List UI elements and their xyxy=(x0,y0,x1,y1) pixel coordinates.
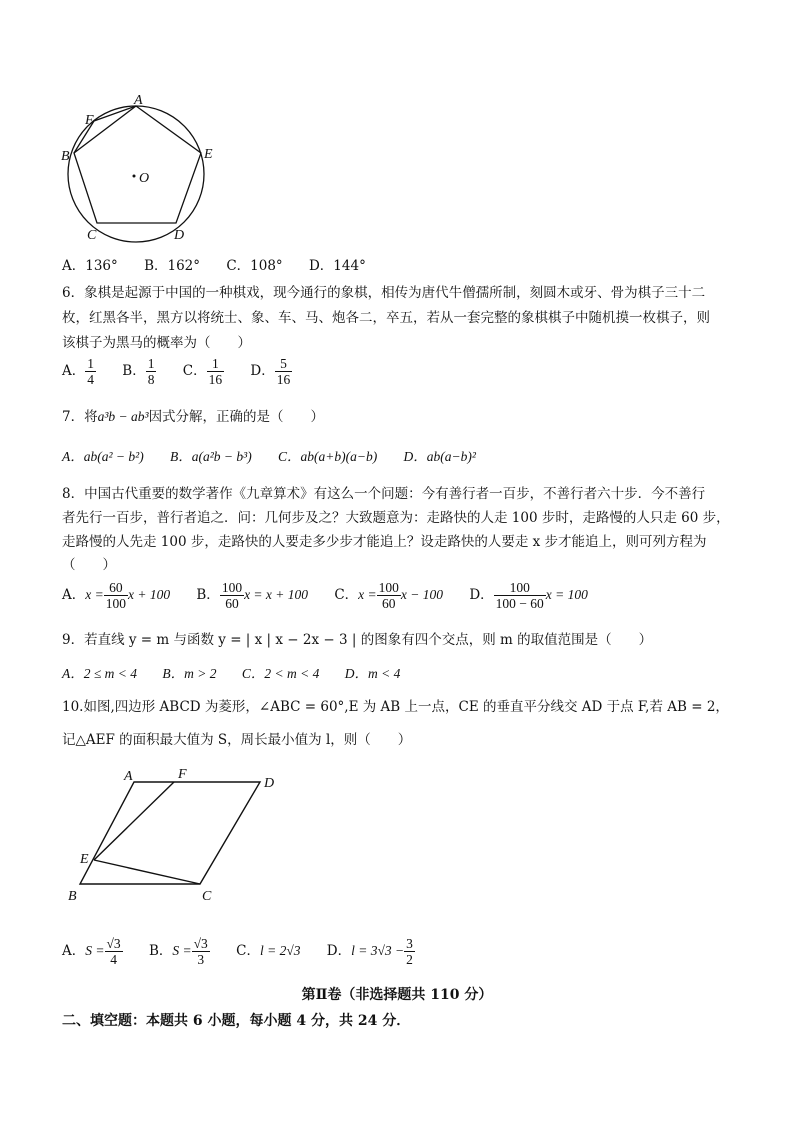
q6-option-d: D． $\frac{5}{16}$ xyxy=(250,356,291,387)
label-b: B xyxy=(61,149,70,164)
q9-question: 9．若直线 y = m 与函数 y = | x | x − 2x − 3 | 的图象有四个交点，则 m 的取值范围是（ ） xyxy=(62,632,653,648)
label-o: O xyxy=(139,171,150,186)
q10-option-a: A．S = $\frac{√3}{4}$ xyxy=(62,936,121,967)
q6-line2: 枚，红黑各半，黑方以将统士、象、车、马、炮各二，卒五，若从一套完整的象棋棋子中随机摸一枚棋子，则 xyxy=(62,310,710,326)
q6-line1: 6．象棋是起源于中国的一种棋戏，现今通行的象棋，相传为唐代牛僧孺所制，刻圆木或牙、骨为棋子三十二 xyxy=(62,285,706,301)
q7-option-b: B．a(a²b − b³) xyxy=(170,449,252,464)
q7-option-d: D．ab(a−b)² xyxy=(403,449,476,464)
q9-options xyxy=(62,664,422,684)
q5-option-c: C．108° xyxy=(226,258,283,274)
q8-line1: 8．中国古代重要的数学著作《九章算术》有这么一个问题：今有善行者一百步，不善行者六十步．今不善行 xyxy=(62,486,706,502)
label-d: D xyxy=(264,776,275,791)
q8-line3: 走路慢的人先走 100 步，走路快的人要走多少步才能追上？设走路快的人要走 x 步才能追上，则可列方程为 xyxy=(62,534,707,550)
label-a: A xyxy=(124,769,133,784)
q7-prefix: 7．将 xyxy=(62,409,98,425)
q6-option-a: A． $\frac{1}{4}$ xyxy=(62,356,94,387)
q7-question xyxy=(62,407,324,427)
label-a: A xyxy=(134,93,143,108)
segment-fa xyxy=(94,106,136,121)
q10-option-c: C．l = 2√3 xyxy=(236,943,301,959)
q10-line1: 10.如图,四边形 ABCD 为菱形，∠ABC = 60°,E 为 AB 上一点，CE 的垂直平分线交 AD 于点 F,若 AB = 2， xyxy=(62,699,729,715)
rhombus-figure xyxy=(62,760,282,908)
q8-line4: （ ） xyxy=(62,557,116,573)
q7-options xyxy=(62,447,498,467)
q10-line2: 记△AEF 的面积最大值为 S，周长最小值为 l，则（ ） xyxy=(62,732,412,748)
q8-option-d: D． $\frac{100}{100 - 60}$ x = 100 xyxy=(469,580,588,611)
label-e: E xyxy=(204,147,213,162)
label-c: C xyxy=(87,228,97,243)
label-e: E xyxy=(80,852,89,867)
label-f: F xyxy=(178,767,187,782)
label-b: B xyxy=(68,889,77,904)
q5-option-a: A．136° xyxy=(62,258,118,274)
label-c: C xyxy=(202,889,212,904)
q6-line3: 该棋子为黑马的概率为（ ） xyxy=(62,335,251,351)
q9-option-b: B．m > 2 xyxy=(162,666,217,681)
q5-options xyxy=(62,256,388,276)
section2-title: 二、填空题：本题共 6 小题，每小题 4 分，共 24 分． xyxy=(62,1013,411,1029)
label-f: F xyxy=(85,113,94,128)
q7-expression: a³b − ab³ xyxy=(97,409,149,424)
q8-option-a: A．x = $\frac{60}{100}$ x + 100 xyxy=(62,580,171,611)
q10-options xyxy=(62,936,437,967)
q6-option-c: C． $\frac{1}{16}$ xyxy=(182,356,223,387)
q7-option-c: C．ab(a+b)(a−b) xyxy=(278,449,378,464)
q8-options xyxy=(62,580,610,611)
segment-ec xyxy=(94,860,200,884)
q6-options xyxy=(62,356,314,387)
center-point xyxy=(133,175,136,178)
q9-option-a: A．2 ≤ m < 4 xyxy=(62,666,138,681)
pentagon-circle-figure xyxy=(58,88,228,246)
q7-option-a: A．ab(a² − b²) xyxy=(62,449,144,464)
q6-option-b: B． $\frac{1}{8}$ xyxy=(122,356,155,387)
q10-option-b: B．S = $\frac{√3}{3}$ xyxy=(148,936,208,967)
q10-option-d: D．l = 3√3 − $\frac{3}{2}$ xyxy=(326,936,413,967)
q8-option-b: B． $\frac{100}{60}$ x = x + 100 xyxy=(196,580,309,611)
part2-title: 第Ⅱ卷（非选择题共 110 分） xyxy=(301,987,493,1003)
q8-line2: 者先行一百步，普行者追之．问：几何步及之？大致题意为：走路快的人走 100 步时，走路慢的人只走 60 步， xyxy=(62,510,730,526)
q9-option-d: D．m < 4 xyxy=(344,666,401,681)
q7-suffix: 因式分解，正确的是（ ） xyxy=(148,409,325,425)
q5-option-d: D．144° xyxy=(308,258,366,274)
q5-option-b: B．162° xyxy=(144,258,201,274)
q9-option-c: C．2 < m < 4 xyxy=(241,666,320,681)
segment-ef xyxy=(94,782,174,860)
rhombus xyxy=(80,782,260,884)
label-d: D xyxy=(174,228,185,243)
q8-option-c: C．x = $\frac{100}{60}$ x − 100 xyxy=(334,580,444,611)
